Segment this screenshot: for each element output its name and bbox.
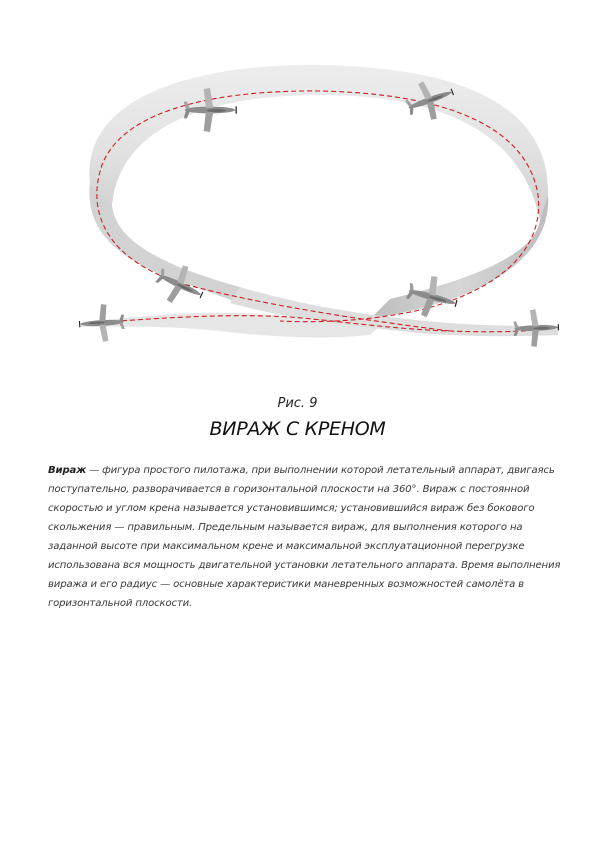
ribbon-right (370, 195, 548, 319)
figure-caption: Рис. 9 (277, 396, 318, 411)
definition-term: Вираж (48, 465, 87, 476)
turn-illustration (70, 55, 570, 355)
figure-title: ВИРАЖ С КРЕНОМ (209, 418, 386, 440)
ribbon-back (89, 65, 548, 220)
definition-text: — фигура простого пилотажа, при выполнении которой летательный аппарат, двигаясь поступательно, разворачивается в горизонтальной плоскости на 360°. Вираж с постоянной скоростью и углом крена называется установившимся; установившийся вираж без бокового скольжения — правильным. Предельным называется вираж, для выполнения которого на заданной высоте при максимальном крене и максимальной эксплуатационной перегрузке использована вся мощность двигательной установки летательного аппарата. Время выполнения виража и его радиус — основные характеристики маневренных возможностей самолёта в горизонтальной плоскости. (48, 465, 561, 609)
turn-diagram (70, 55, 570, 355)
definition-paragraph (48, 461, 563, 613)
aircraft-icon (513, 308, 560, 347)
ribbon-left (89, 183, 250, 307)
aircraft-icon (78, 303, 125, 343)
